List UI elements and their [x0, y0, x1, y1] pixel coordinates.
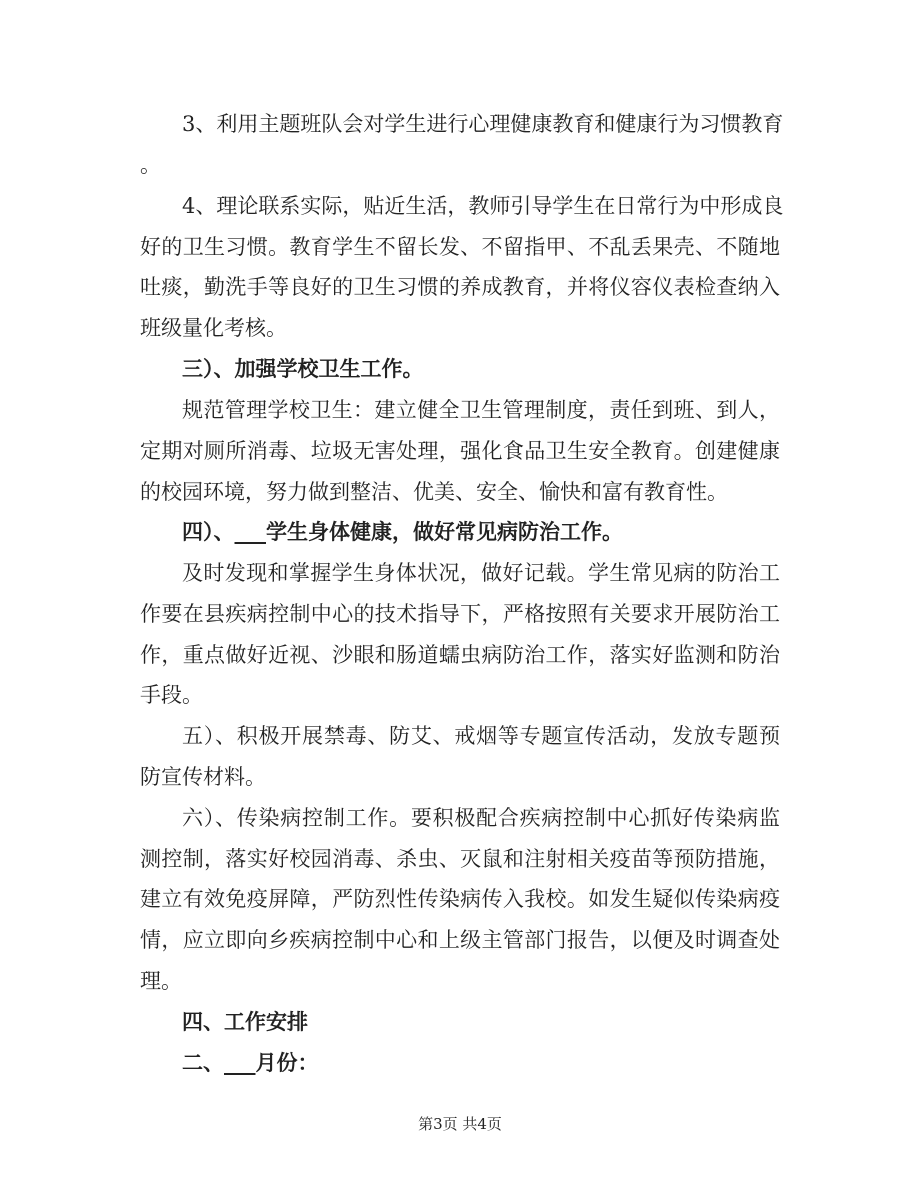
page-footer: 第3页 共4页	[418, 1115, 502, 1133]
paragraph-6-line-1: 六）、传染病控制工作。要积极配合疾病控制中心抓好传染病监	[182, 806, 780, 830]
paragraph-6-line-4: 情，应立即向乡疾病控制中心和上级主管部门报告，以便及时调查处	[140, 928, 780, 952]
paragraph-3-line-3: 的校园环境，努力做到整洁、优美、安全、愉快和富有教育性。	[140, 480, 728, 504]
section-heading-month: 二、___月份：	[182, 1051, 319, 1075]
paragraph-2-line-3: 吐痰，勤洗手等良好的卫生习惯的养成教育，并将仪容仪表检查纳入	[140, 275, 780, 299]
paragraph-5-line-1: 五）、积极开展禁毒、防艾、戒烟等专题宣传活动，发放专题预	[182, 724, 780, 748]
paragraph-2-line-2: 好的卫生习惯。教育学生不留长发、不留指甲、不乱丢果壳、不随地	[140, 235, 780, 259]
paragraph-4-line-1: 及时发现和掌握学生身体状况，做好记载。学生常见病的防治工	[182, 561, 780, 585]
section-heading-3: 三）、加强学校卫生工作。	[182, 357, 424, 381]
paragraph-3-line-2: 定期对厕所消毒、垃圾无害处理，强化食品卫生安全教育。创建健康	[140, 439, 780, 463]
paragraph-2-line-4: 班级量化考核。	[140, 316, 287, 340]
paragraph-4-line-2: 作要在县疾病控制中心的技术指导下，严格按照有关要求开展防治工	[140, 602, 780, 626]
paragraph-4-line-4: 手段。	[140, 683, 203, 707]
paragraph-6-line-2: 测控制，落实好校园消毒、杀虫、灭鼠和注射相关疫苗等预防措施，	[140, 847, 780, 871]
section-heading-work-arrangement: 四、工作安排	[182, 1010, 308, 1034]
paragraph-2-line-1: 4、理论联系实际，贴近生活，教师引导学生在日常行为中形成良	[182, 194, 784, 218]
paragraph-1-line-1: 3、利用主题班队会对学生进行心理健康教育和健康行为习惯教育	[182, 112, 784, 136]
paragraph-6-line-3: 建立有效免疫屏障，严防烈性传染病传入我校。如发生疑似传染病疫	[140, 887, 780, 911]
paragraph-5-line-2: 防宣传材料。	[140, 765, 266, 789]
paragraph-1-line-2: 。	[140, 153, 161, 177]
section-heading-4: 四）、___学生身体健康，做好常见病防治工作。	[182, 520, 623, 544]
paragraph-4-line-3: 作，重点做好近视、沙眼和肠道蠕虫病防治工作，落实好监测和防治	[140, 643, 780, 667]
paragraph-3-line-1: 规范管理学校卫生：建立健全卫生管理制度，责任到班、到人，	[182, 398, 780, 422]
paragraph-6-line-5: 理。	[140, 969, 182, 993]
